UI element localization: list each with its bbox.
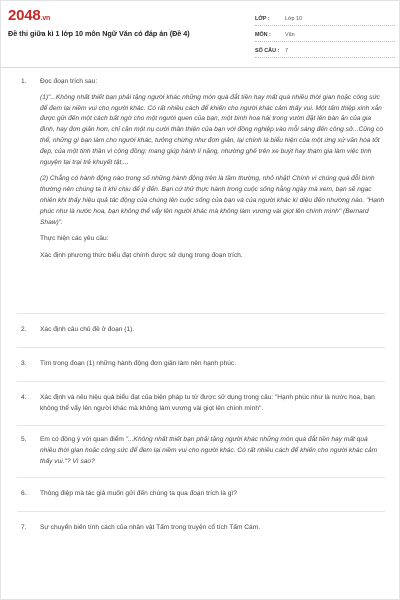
meta-key-class: LỚP : bbox=[255, 16, 270, 22]
meta-row-subject bbox=[255, 29, 395, 42]
meta-row-count bbox=[255, 45, 395, 58]
exam-meta bbox=[255, 13, 395, 61]
page-header bbox=[1, 1, 400, 65]
question-number: 3. bbox=[21, 360, 27, 367]
question-number: 6. bbox=[21, 490, 27, 497]
question-body bbox=[40, 393, 385, 415]
question-divider bbox=[17, 511, 385, 512]
question-body bbox=[40, 523, 385, 534]
logo-main-text: 2048 bbox=[8, 7, 41, 24]
question-text: Thông điệp mà tác giả muốn gửi đến chúng ta qua đoạn trích là gì? bbox=[40, 490, 237, 497]
question-text: Xác định câu chủ đề ở đoạn (1). bbox=[40, 326, 135, 333]
question-lead-text: Em có đồng ý với quan điểm bbox=[40, 436, 126, 443]
question-body bbox=[40, 359, 385, 370]
task-label: Thực hiện các yêu cầu: bbox=[40, 235, 109, 243]
question-number: 2. bbox=[21, 326, 27, 333]
meta-value-class: Lớp 10 bbox=[285, 16, 303, 22]
question-divider bbox=[17, 313, 385, 314]
question-divider bbox=[17, 347, 385, 348]
question-divider bbox=[17, 425, 385, 426]
question-number: 4. bbox=[21, 394, 27, 401]
question-text: Sự chuyển biến tính cách của nhân vật Tấm trong truyện cổ tích Tấm Cám. bbox=[40, 524, 261, 531]
question-body bbox=[40, 325, 385, 336]
passage-paragraph-1: (1)"...Không nhất thiết bạn phải tặng người khác những món quà đắt tiền hay mất quá nhiều thời gian hoặc công sức để đem lại niềm vui cho người khác. Có rất nhiều cách để khiến cho người khác cảm thấy vui. Một tấm thiệp xinh xắn được gửi đến một cách bất ngờ cho một người quen của bạn, một bình hoa hái trong vườn đặt lên bàn ăn của gia đình, hay đơn giản hơn, chỉ cần một nụ cười thân thiện của bạn với đồng nghiệp vào mỗi sáng đến công sở...Cũng có thể, những gì bạn làm cho người khác, tưởng chừng như đơn giản, lại chính là biểu hiện của một ứng xử văn hóa tốt đẹp, của một tinh thần vì cộng đồng: mang giúp hành lí nặng, nhường ghế trên xe buýt hay tham gia làm việc tình nguyện tại trại trẻ khuyết tật,... bbox=[40, 93, 384, 166]
question-number: 7. bbox=[21, 524, 27, 531]
question-text bbox=[40, 435, 385, 467]
question-body bbox=[40, 489, 385, 500]
question-number: 5. bbox=[21, 436, 27, 443]
question-intro: Đọc đoạn trích sau: bbox=[40, 78, 98, 85]
meta-row-class bbox=[255, 13, 395, 26]
question-divider bbox=[17, 477, 385, 478]
meta-key-subject: MÔN : bbox=[255, 32, 271, 38]
logo-suffix-text: .vn bbox=[40, 15, 51, 22]
passage-paragraph-2: (2) Chẳng có hành động nào trong số những hành động trên là tầm thường, nhỏ nhặt! Chính vì chúng quá đỗi bình thường nên chúng ta ít khi chịu để ý đến. Bạn cứ thử thực hành trong cuộc sống hằng ngày mà xem, bạn sẽ ngạc nhiên khi thấy hiệu quả tác động của chúng lên cuộc sống của bạn và của người khác kì diệu đến nhường nào. "Hạnh phúc như là nước hoa, bạn không thể vẩy lên người khác mà không làm vương vài giọt lên chính mình" (Bernard Shaw)". bbox=[40, 175, 385, 226]
exam-title: Đề thi giữa kì 1 lớp 10 môn Ngữ Văn có đáp án (Đề 4) bbox=[8, 29, 190, 38]
task-text: Xác định phương thức biểu đạt chính được sử dụng trong đoạn trích. bbox=[40, 252, 243, 260]
meta-key-count: SỐ CÂU : bbox=[255, 48, 280, 54]
question-body bbox=[40, 435, 385, 467]
question-body bbox=[40, 77, 385, 262]
header-divider bbox=[1, 67, 400, 68]
question-text: Tìm trong đoạn (1) những hành động đơn giản làm nên hạnh phúc. bbox=[40, 360, 237, 367]
question-divider bbox=[17, 381, 385, 382]
meta-value-count: 7 bbox=[285, 48, 288, 54]
site-logo[interactable] bbox=[8, 7, 50, 24]
question-text: Xác định và nêu hiệu quả biểu đạt của biện pháp tu từ được sử dụng trong câu: "Hạnh phúc như là nước hoa, bạn không thể vẩy lên người khác mà không làm vương vài giọt lên chính mình". bbox=[40, 394, 375, 412]
meta-value-subject: Văn bbox=[285, 32, 295, 38]
question-number: 1. bbox=[21, 78, 27, 85]
quoted-viewpoint: "...Không nhất thiết bạn phải tặng người khác những món quà đắt tiền hay mất quá nhiều thời gian hoặc công sức để đem lại niềm vui cho người khác. Có rất nhiều cách để khiến cho người khác cảm thấy vui."? Vì sao? bbox=[40, 436, 378, 465]
